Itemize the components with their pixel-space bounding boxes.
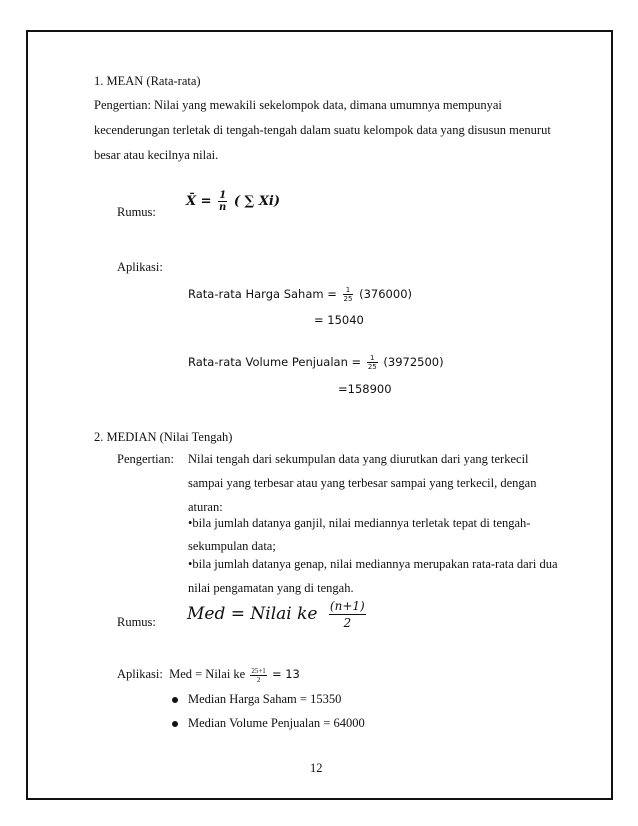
bullet-icon xyxy=(172,721,178,727)
median-definition-line-1: Nilai tengah dari sekumpulan data yang diurutkan dari yang terkecil xyxy=(188,452,529,466)
median-bullet-volume: Median Volume Penjualan = 64000 xyxy=(188,716,365,730)
median-aplikasi-den: 2 xyxy=(256,675,261,684)
median-rule-even-line-2: nilai pengamatan yang di tengah. xyxy=(188,581,354,595)
calc-harga-fraction xyxy=(343,286,354,303)
mean-definition-line-1: Pengertian: Nilai yang mewakili sekelompok data, dimana umumnya mempunyai xyxy=(94,98,502,112)
median-formula xyxy=(187,598,368,631)
mean-calc-volume xyxy=(188,354,444,371)
mean-formula-fraction xyxy=(218,190,227,213)
calc-harga-den: 25 xyxy=(343,295,353,303)
mean-definition-line-2: kecenderungan terletak di tengah-tengah dalam suatu kelompok data yang disusun menurut xyxy=(94,123,551,137)
calc-harga-num: 1 xyxy=(343,286,354,295)
median-definition-line-2: sampai yang terbesar atau yang terbesar sampai yang terkecil, dengan xyxy=(188,476,537,490)
median-rule-odd-line-1: •bila jumlah datanya ganjil, nilai mediannya terletak tepat di tengah- xyxy=(188,516,531,530)
mean-formula-lhs: X̄ = xyxy=(186,194,212,209)
median-formula-den: 2 xyxy=(343,616,352,630)
mean-aplikasi-label: Aplikasi: xyxy=(117,260,163,274)
mean-formula xyxy=(186,190,280,213)
median-definition-line-3: aturan: xyxy=(188,500,223,514)
median-pengertian-label: Pengertian: xyxy=(117,452,174,466)
calc-volume-label: Rata-rata Volume Penjualan = xyxy=(188,355,362,369)
median-aplikasi-text: Med = Nilai ke xyxy=(169,667,246,681)
inner-border-line xyxy=(26,30,613,800)
median-aplikasi-fraction xyxy=(250,667,266,684)
mean-calc-harga-saham xyxy=(188,286,412,303)
bullet-icon xyxy=(172,697,178,703)
median-formula-lhs: Med = Nilai ke xyxy=(187,604,318,624)
median-rule-even-line-1: •bila jumlah datanya genap, nilai mediannya merupakan rata-rata dari dua xyxy=(188,557,558,571)
mean-definition-line-3: besar atau kecilnya nilai. xyxy=(94,148,219,162)
median-heading: 2. MEDIAN (Nilai Tengah) xyxy=(94,430,233,444)
calc-volume-den: 25 xyxy=(367,363,377,371)
median-formula-num: (n+1) xyxy=(329,599,365,613)
page-number: 12 xyxy=(310,761,323,775)
median-aplikasi-num: 25+1 xyxy=(251,666,266,675)
mean-rumus-label: Rumus: xyxy=(117,205,156,219)
median-aplikasi-row xyxy=(117,666,300,684)
calc-volume-num: 1 xyxy=(367,354,378,363)
calc-harga-result: = 15040 xyxy=(314,313,364,327)
median-aplikasi-result: = 13 xyxy=(271,667,300,681)
mean-formula-num: 1 xyxy=(219,190,227,201)
mean-formula-den: n xyxy=(219,202,227,213)
median-rule-odd-line-2: sekumpulan data; xyxy=(188,539,276,553)
mean-formula-rhs: ( ∑ Xi) xyxy=(233,194,281,209)
calc-volume-fraction xyxy=(367,354,378,371)
median-aplikasi-label: Aplikasi: xyxy=(117,667,163,681)
median-bullet-harga: Median Harga Saham = 15350 xyxy=(188,692,342,706)
mean-heading: 1. MEAN (Rata-rata) xyxy=(94,74,201,88)
calc-volume-result: =158900 xyxy=(338,382,392,396)
calc-harga-value: (376000) xyxy=(359,287,412,301)
calc-harga-label: Rata-rata Harga Saham = xyxy=(188,287,337,301)
median-rumus-label: Rumus: xyxy=(117,615,156,629)
calc-volume-value: (3972500) xyxy=(383,355,444,369)
median-formula-fraction xyxy=(329,598,366,631)
